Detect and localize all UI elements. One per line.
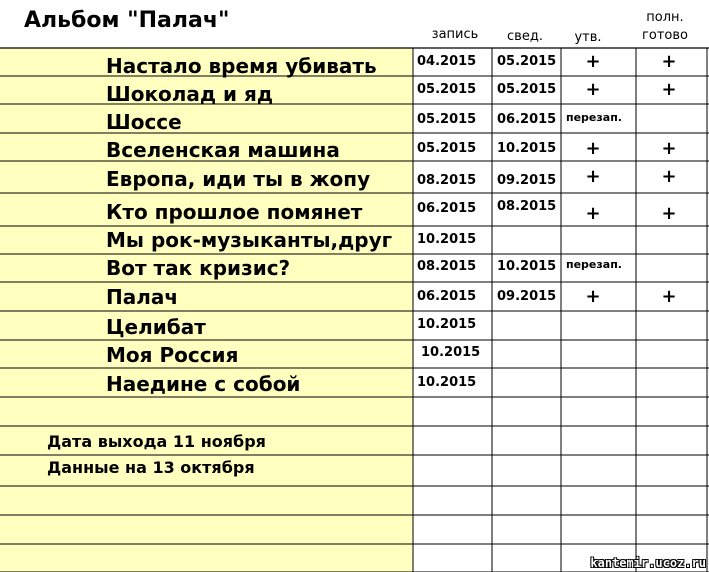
zapis-cell: 10.2015: [421, 345, 481, 360]
release-date-note: Дата выхода 11 ноября: [47, 432, 266, 451]
song-title: Кто прошлое помянет: [106, 200, 363, 224]
zapis-cell: 10.2015: [417, 232, 477, 247]
zapis-cell: 10.2015: [417, 375, 477, 390]
data-date-note: Данные на 13 октября: [47, 458, 255, 477]
gotovo-mark: +: [661, 51, 677, 72]
zapis-cell: 10.2015: [417, 317, 477, 332]
song-title: Европа, иди ты в жопу: [106, 167, 371, 191]
song-title: Наедине с собой: [106, 372, 301, 396]
sved-cell: 05.2015: [497, 82, 557, 97]
sved-cell: 06.2015: [497, 112, 557, 127]
utv-note: перезап.: [566, 111, 622, 124]
album-title: Альбом "Палач": [24, 8, 230, 33]
song-title: Мы рок-музыканты,друг: [106, 228, 393, 252]
utv-note: перезап.: [566, 258, 622, 271]
sved-cell: 10.2015: [497, 259, 557, 274]
zapis-cell: 05.2015: [417, 141, 477, 156]
song-title: Палач: [106, 285, 179, 309]
song-title: Моя Россия: [106, 343, 239, 367]
zapis-cell: 05.2015: [417, 82, 477, 97]
utv-mark: +: [585, 79, 601, 100]
zapis-cell: 06.2015: [417, 289, 477, 304]
column-header-utv: утв.: [574, 30, 602, 45]
utv-mark: +: [585, 203, 601, 224]
song-title: Целибат: [106, 315, 206, 339]
gotovo-mark: +: [661, 203, 677, 224]
zapis-cell: 08.2015: [417, 259, 477, 274]
gotovo-mark: +: [661, 79, 677, 100]
gotovo-mark: +: [661, 138, 677, 159]
column-header-zapis: запись: [431, 27, 479, 42]
song-title: Вселенская машина: [106, 138, 340, 162]
song-title: Шоссе: [106, 110, 182, 134]
utv-mark: +: [585, 138, 601, 159]
zapis-cell: 06.2015: [417, 201, 477, 216]
sved-cell: 05.2015: [497, 54, 557, 69]
column-header-gotovo: готово: [642, 28, 688, 43]
utv-mark: +: [585, 51, 601, 72]
gotovo-mark: +: [661, 166, 677, 187]
gotovo-mark: +: [661, 286, 677, 307]
song-title: Вот так кризис?: [106, 256, 291, 280]
watermark: kantemir.ucoz.ru: [590, 556, 706, 570]
column-header-poln: полн.: [646, 10, 684, 25]
zapis-cell: 05.2015: [417, 112, 477, 127]
sved-cell: 08.2015: [497, 199, 557, 214]
sved-cell: 10.2015: [497, 141, 557, 156]
sved-cell: 09.2015: [497, 173, 557, 188]
zapis-cell: 04.2015: [417, 54, 477, 69]
utv-mark: +: [585, 166, 601, 187]
zapis-cell: 08.2015: [417, 173, 477, 188]
utv-mark: +: [585, 286, 601, 307]
song-title: Настало время убивать: [106, 54, 377, 78]
yellow-column: [0, 48, 413, 572]
song-title: Шоколад и яд: [106, 82, 273, 106]
sved-cell: 09.2015: [497, 289, 557, 304]
column-header-sved: свед.: [507, 29, 543, 44]
